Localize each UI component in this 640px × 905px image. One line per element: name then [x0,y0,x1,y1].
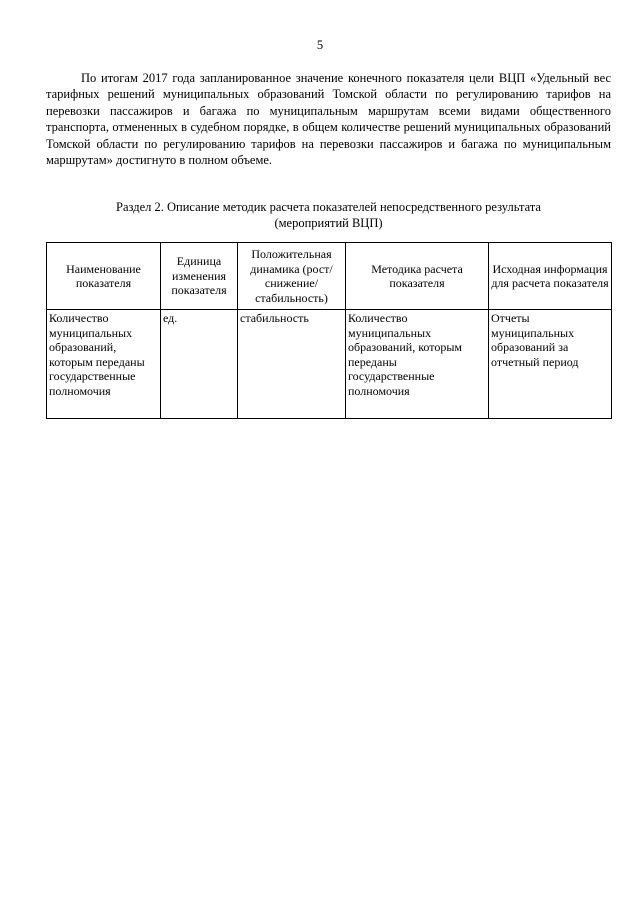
table-header-row [47,243,612,310]
cell-unit: ед. [161,310,238,419]
table-row [47,310,612,419]
section-title [46,199,611,231]
header-source-info: Исходная информация для расчета показателя [489,243,612,310]
cell-dynamics: стабильность [238,310,346,419]
header-dynamics: Положительная динамика (рост/снижение/ стабильность) [238,243,346,310]
cell-method: Количество муниципальных образований, которым переданы государственные полномочия [346,310,489,419]
page-number: 5 [316,38,324,52]
cell-indicator-name: Количество муниципальных образований, которым переданы государственные полномочия [47,310,161,419]
section-title-line-1: Раздел 2. Описание методик расчета показателей непосредственного результата [116,200,541,214]
section-title-line-2: (мероприятий ВЦП) [274,216,383,230]
body-paragraph: По итогам 2017 года запланированное значение конечного показателя цели ВЦП «Удельный вес тарифных решений муниципальных образований Томской области по регулированию тарифов на перевозки пассажиров и багажа по муниципальным маршрутам всеми видами общественного транспорта, отмененных в судебном порядке, в общем количестве решений муниципальных образований Томской области по регулированию тарифов на перевозки пассажиров и багажа по муниципальным маршрутам» достигнуто в полном объеме. [46,71,611,168]
header-method: Методика расчета показателя [346,243,489,310]
indicators-table [46,242,612,419]
header-indicator-name: Наименование показателя [47,243,161,310]
header-unit: Единица изменения показателя [161,243,238,310]
cell-source-info: Отчеты муниципальных образований за отчетный период [489,310,612,419]
